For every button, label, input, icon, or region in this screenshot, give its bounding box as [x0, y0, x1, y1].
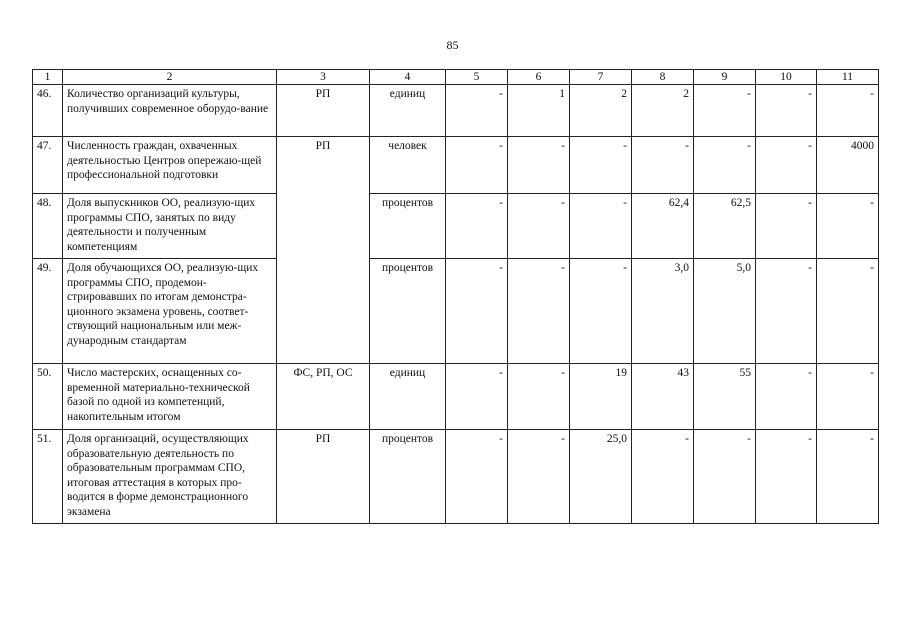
table-row	[33, 364, 879, 430]
indicator-unit: человек	[370, 137, 446, 194]
column-header: 8	[632, 70, 694, 85]
column-header: 11	[817, 70, 879, 85]
indicator-level: РП	[277, 430, 370, 524]
value-cell: 5,0	[694, 259, 756, 364]
value-cell: -	[446, 430, 508, 524]
indicator-name: Доля обучающихся ОО, реализую-щих программы СПО, продемон-стрировавших по итогам демонстра-ционного экзамена уровень, соответ-ствующий национальным или меж-дународным стандартам	[63, 259, 277, 364]
column-header: 4	[370, 70, 446, 85]
column-header: 3	[277, 70, 370, 85]
value-cell: -	[756, 259, 817, 364]
value-cell: 25,0	[570, 430, 632, 524]
indicator-name: Численность граждан, охваченных деятельностью Центров опережаю-щей профессиональной подготовки	[63, 137, 277, 194]
table-row	[33, 137, 879, 194]
row-number: 50.	[33, 364, 63, 430]
value-cell: -	[508, 194, 570, 259]
indicator-name: Доля организаций, осуществляющих образовательную деятельность по образовательным программам СПО, итоговая аттестация в которых про-водится в форме демонстрационного экзамена	[63, 430, 277, 524]
indicator-unit: единиц	[370, 364, 446, 430]
table-row	[33, 259, 879, 364]
value-cell: 2	[570, 85, 632, 137]
column-header: 1	[33, 70, 63, 85]
value-cell: 43	[632, 364, 694, 430]
value-cell: -	[756, 364, 817, 430]
row-number: 51.	[33, 430, 63, 524]
value-cell: -	[756, 430, 817, 524]
row-number: 46.	[33, 85, 63, 137]
indicator-name: Число мастерских, оснащенных со-временной материально-технической базой по одной из компетенций, накопительным итогом	[63, 364, 277, 430]
value-cell: -	[756, 194, 817, 259]
value-cell: 55	[694, 364, 756, 430]
indicators-table	[32, 69, 879, 524]
value-cell: 2	[632, 85, 694, 137]
column-header: 6	[508, 70, 570, 85]
value-cell: -	[756, 137, 817, 194]
table-row	[33, 194, 879, 259]
indicator-name: Количество организаций культуры, получивших современное оборудо-вание	[63, 85, 277, 137]
value-cell: -	[446, 259, 508, 364]
value-cell: -	[817, 85, 879, 137]
table-row	[33, 430, 879, 524]
column-header: 7	[570, 70, 632, 85]
indicator-unit: единиц	[370, 85, 446, 137]
value-cell: -	[570, 137, 632, 194]
indicator-level: РП	[277, 137, 370, 364]
value-cell: -	[446, 364, 508, 430]
value-cell: -	[446, 85, 508, 137]
indicator-level: ФС, РП, ОС	[277, 364, 370, 430]
value-cell: -	[570, 259, 632, 364]
row-number: 49.	[33, 259, 63, 364]
header-row	[33, 70, 879, 85]
column-header: 9	[694, 70, 756, 85]
value-cell: -	[570, 194, 632, 259]
value-cell: -	[817, 194, 879, 259]
indicator-unit: процентов	[370, 194, 446, 259]
value-cell: -	[817, 364, 879, 430]
indicator-name: Доля выпускников ОО, реализую-щих программы СПО, занятых по виду деятельности и полученным компетенциям	[63, 194, 277, 259]
value-cell: 19	[570, 364, 632, 430]
column-header: 2	[63, 70, 277, 85]
indicator-unit: процентов	[370, 430, 446, 524]
indicator-unit: процентов	[370, 259, 446, 364]
value-cell: -	[508, 137, 570, 194]
value-cell: -	[446, 137, 508, 194]
value-cell: 62,5	[694, 194, 756, 259]
value-cell: -	[446, 194, 508, 259]
row-number: 48.	[33, 194, 63, 259]
value-cell: -	[694, 137, 756, 194]
page-number: 85	[446, 38, 459, 52]
value-cell: -	[756, 85, 817, 137]
value-cell: -	[632, 430, 694, 524]
value-cell: -	[508, 430, 570, 524]
value-cell: -	[694, 85, 756, 137]
value-cell: -	[632, 137, 694, 194]
value-cell: 4000	[817, 137, 879, 194]
column-header: 5	[446, 70, 508, 85]
value-cell: -	[508, 364, 570, 430]
value-cell: 62,4	[632, 194, 694, 259]
value-cell: 3,0	[632, 259, 694, 364]
table-row	[33, 85, 879, 137]
value-cell: -	[694, 430, 756, 524]
value-cell: 1	[508, 85, 570, 137]
value-cell: -	[508, 259, 570, 364]
value-cell: -	[817, 430, 879, 524]
value-cell: -	[817, 259, 879, 364]
column-header: 10	[756, 70, 817, 85]
row-number: 47.	[33, 137, 63, 194]
indicator-level: РП	[277, 85, 370, 137]
